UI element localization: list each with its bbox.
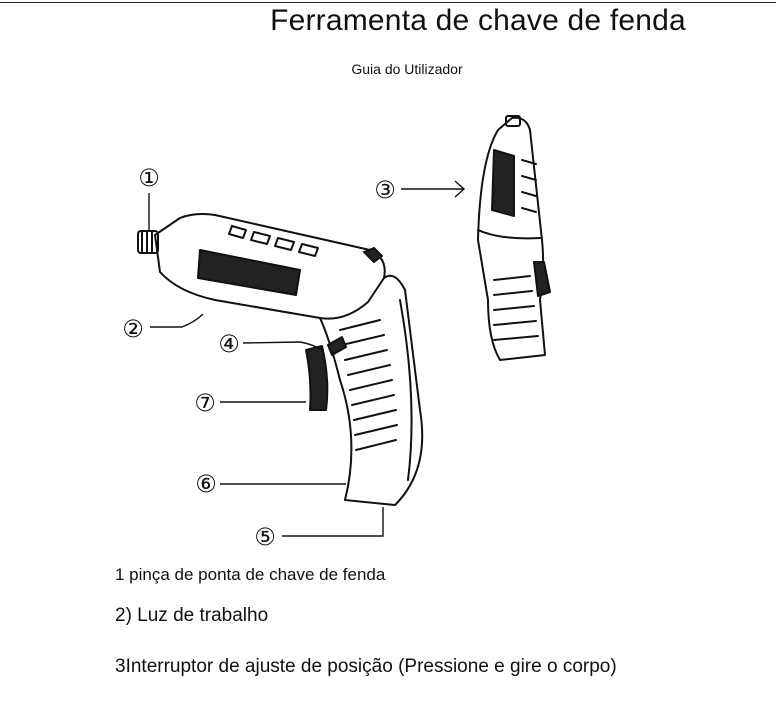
callout-3: ③ xyxy=(374,176,396,204)
document-subtitle: Guia do Utilizador xyxy=(351,61,463,77)
legend-item: 3Interruptor de ajuste de posição (Pressione e gire o corpo) xyxy=(115,656,617,677)
callout-2: ② xyxy=(122,315,144,343)
callout-1: ① xyxy=(138,164,160,192)
callout-5: ⑤ xyxy=(254,523,276,551)
document-title: Ferramenta de chave de fenda xyxy=(270,4,686,37)
callout-6: ⑥ xyxy=(195,470,217,498)
tool-handle xyxy=(320,276,422,505)
screwdriver-illustration xyxy=(0,90,776,560)
legend-item: 2) Luz de trabalho xyxy=(115,605,269,626)
callout-7: ⑦ xyxy=(194,389,216,417)
top-rule xyxy=(0,2,776,3)
callout-4: ④ xyxy=(218,330,240,358)
legend-item: 1 pinça de ponta de chave de fenda xyxy=(115,565,386,584)
trigger xyxy=(306,346,327,410)
